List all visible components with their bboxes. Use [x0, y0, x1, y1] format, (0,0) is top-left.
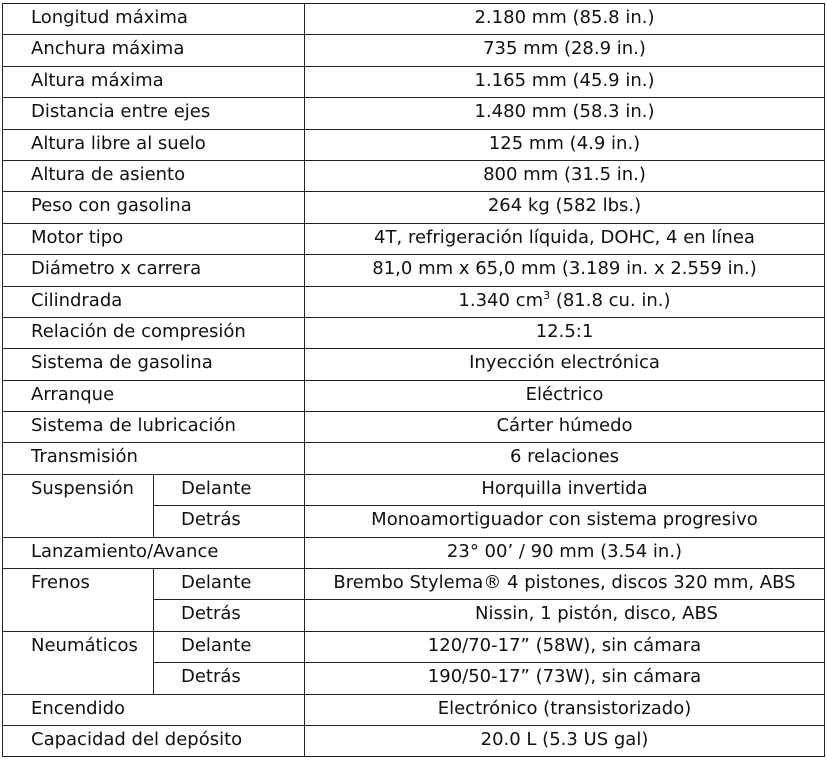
brakes-rear-label: Detrás	[154, 600, 305, 631]
suspension-rear-label: Detrás	[154, 506, 305, 537]
brakes-front-label: Delante	[154, 569, 305, 600]
table-row	[3, 380, 825, 411]
brakes-rear-value: Nissin, 1 pistón, disco, ABS	[305, 600, 825, 631]
spec-label: Distancia entre ejes	[3, 98, 305, 129]
spec-value: Cárter húmedo	[305, 412, 825, 443]
spec-value: 81,0 mm x 65,0 mm (3.189 in. x 2.559 in.)	[305, 255, 825, 286]
spec-label: Transmisión	[3, 443, 305, 474]
spec-value: Inyección electrónica	[305, 349, 825, 380]
displacement-imperial: (81.8 cu. in.)	[550, 289, 671, 311]
spec-value: 264 kg (582 lbs.)	[305, 192, 825, 223]
brakes-label: Frenos	[3, 569, 154, 632]
tyres-front-value: 120/70-17” (58W), sin cámara	[305, 631, 825, 662]
table-row	[3, 569, 825, 600]
table-row	[3, 255, 825, 286]
table-row	[3, 725, 825, 756]
spec-value: Eléctrico	[305, 380, 825, 411]
suspension-rear-value: Monoamortiguador con sistema progresivo	[305, 506, 825, 537]
table-row	[3, 694, 825, 725]
table-row	[3, 129, 825, 160]
spec-label: Sistema de gasolina	[3, 349, 305, 380]
ignition-label: Encendido	[3, 694, 305, 725]
tyres-label: Neumáticos	[3, 631, 154, 694]
table-row	[3, 223, 825, 254]
table-row	[3, 4, 825, 35]
spec-label: Motor tipo	[3, 223, 305, 254]
tyres-front-label: Delante	[154, 631, 305, 662]
spec-value: 1.480 mm (58.3 in.)	[305, 98, 825, 129]
rake-value: 23° 00’ / 90 mm (3.54 in.)	[305, 537, 825, 568]
spec-value: 125 mm (4.9 in.)	[305, 129, 825, 160]
spec-label: Relación de compresión	[3, 317, 305, 348]
table-row	[3, 66, 825, 97]
table-row	[3, 35, 825, 66]
tank-label: Capacidad del depósito	[3, 725, 305, 756]
table-row	[3, 349, 825, 380]
table-row	[3, 443, 825, 474]
spec-label: Arranque	[3, 380, 305, 411]
tyres-rear-value: 190/50-17” (73W), sin cámara	[305, 663, 825, 694]
spec-label: Sistema de lubricación	[3, 412, 305, 443]
spec-label: Diámetro x carrera	[3, 255, 305, 286]
spec-value: 2.180 mm (85.8 in.)	[305, 4, 825, 35]
suspension-label: Suspensión	[3, 474, 154, 537]
spec-label: Anchura máxima	[3, 35, 305, 66]
table-row	[3, 160, 825, 191]
table-row	[3, 474, 825, 505]
spec-label: Altura libre al suelo	[3, 129, 305, 160]
table-row	[3, 98, 825, 129]
spec-value: 4T, refrigeración líquida, DOHC, 4 en línea	[305, 223, 825, 254]
spec-label: Cilindrada	[3, 286, 305, 317]
table-row	[3, 537, 825, 568]
tank-value: 20.0 L (5.3 US gal)	[305, 725, 825, 756]
displacement-number: 1.340 cm	[458, 289, 544, 311]
table-row	[3, 412, 825, 443]
spec-value: 735 mm (28.9 in.)	[305, 35, 825, 66]
table-row	[3, 631, 825, 662]
spec-label: Longitud máxima	[3, 4, 305, 35]
table-row	[3, 317, 825, 348]
spec-value: 1.165 mm (45.9 in.)	[305, 66, 825, 97]
table-row	[3, 192, 825, 223]
cubic-superscript: 3	[543, 288, 551, 302]
spec-value-displacement	[305, 286, 825, 317]
spec-label: Peso con gasolina	[3, 192, 305, 223]
table-row	[3, 286, 825, 317]
spec-label: Altura de asiento	[3, 160, 305, 191]
rake-label: Lanzamiento/Avance	[3, 537, 305, 568]
spec-value: 800 mm (31.5 in.)	[305, 160, 825, 191]
tyres-rear-label: Detrás	[154, 663, 305, 694]
spec-value: 6 relaciones	[305, 443, 825, 474]
suspension-front-label: Delante	[154, 474, 305, 505]
brakes-front-value: Brembo Stylema® 4 pistones, discos 320 mm, ABS	[305, 569, 825, 600]
suspension-front-value: Horquilla invertida	[305, 474, 825, 505]
spec-label: Altura máxima	[3, 66, 305, 97]
ignition-value: Electrónico (transistorizado)	[305, 694, 825, 725]
spec-value: 12.5:1	[305, 317, 825, 348]
specifications-table	[2, 3, 825, 757]
